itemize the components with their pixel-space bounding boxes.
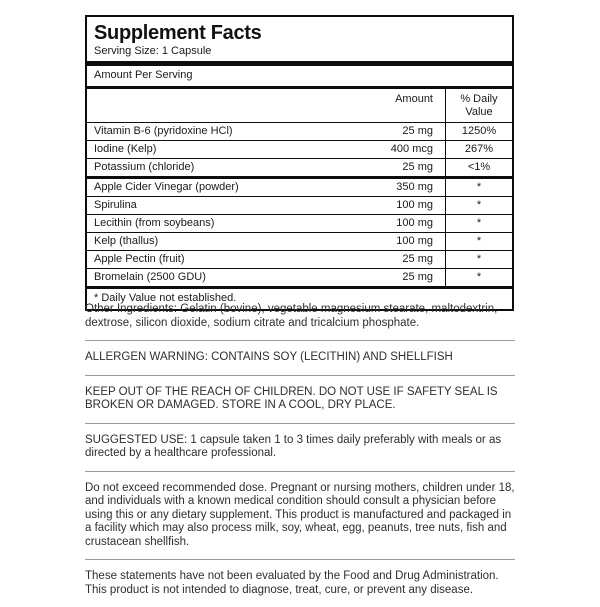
column-header-row [87,89,512,123]
column-header-amount: Amount [395,93,433,105]
keep-out-of-reach-text: KEEP OUT OF THE REACH OF CHILDREN. DO NOT USE IF SAFETY SEAL IS BROKEN OR DAMAGED. STORE IN A COOL, DRY PLACE. [85,385,498,411]
info-block [85,293,515,607]
column-header-daily-value: % Daily Value [445,89,512,122]
panel-title: Supplement Facts [94,22,262,44]
ingredient-amount: 25 mg [402,125,433,137]
ingredient-daily-value: 267% [445,141,512,158]
daily-value-footnote: * Daily Value not established. [87,287,512,309]
ingredient-name: Iodine (Kelp) [94,143,157,155]
ingredient-daily-value: * [445,251,512,268]
ingredient-amount: 100 mg [396,199,433,211]
table-row [87,141,512,159]
ingredient-amount: 100 mg [396,235,433,247]
ingredient-daily-value: <1% [445,159,512,176]
ingredient-amount: 25 mg [402,253,433,265]
ingredient-name: Bromelain (2500 GDU) [94,271,206,283]
ingredient-amount: 25 mg [402,271,433,283]
suggested-use-text: SUGGESTED USE: 1 capsule taken 1 to 3 times daily preferably with meals or as directed by a healthcare professional. [85,433,502,459]
ingredient-amount: 100 mg [396,217,433,229]
ingredient-amount: 25 mg [402,161,433,173]
other-ingredients-text: Other Ingredients: Gelatin (bovine), vegetable magnesium stearate, maltodextrin, dextrose, silicon dioxide, sodium citrate and tricalcium phosphate. [85,303,498,329]
table-row [87,233,512,251]
ingredient-name: Apple Pectin (fruit) [94,253,185,265]
ingredient-daily-value: * [445,197,512,214]
column-header-spacer [87,89,337,122]
ingredient-daily-value: * [445,269,512,286]
table-row [87,123,512,141]
ingredient-name: Kelp (thallus) [94,235,159,247]
serving-size: Serving Size: 1 Capsule [94,45,212,57]
table-row [87,215,512,233]
ingredient-amount: 350 mg [396,181,433,193]
supplement-facts-panel [85,15,514,311]
ingredient-name: Spirulina [94,199,137,211]
table-row [87,197,512,215]
ingredient-name: Potassium (chloride) [94,161,195,173]
ingredient-name: Apple Cider Vinegar (powder) [94,181,239,193]
amount-per-serving-label: Amount Per Serving [87,66,512,89]
ingredient-daily-value: * [445,179,512,196]
ingredient-daily-value: * [445,215,512,232]
table-row [87,159,512,177]
caution-text: Do not exceed recommended dose. Pregnant or nursing mothers, children under 18, and individuals with a known medical condition should consult a physician before using this or any dietary supplement. This product is manufactured and packaged in a facility which may also process milk, soy, wheat, egg, peanuts, tree nuts, fish and crustacean shellfish. [85,481,515,548]
ingredient-daily-value: * [445,233,512,250]
ingredient-name: Vitamin B-6 (pyridoxine HCl) [94,125,233,137]
table-row [87,269,512,287]
fda-disclaimer-text: These statements have not been evaluated by the Food and Drug Administration. This product is not intended to diagnose, treat, cure, or prevent any disease. [85,570,499,596]
table-row [87,251,512,269]
panel-header [87,17,512,66]
allergen-warning-text: ALLERGEN WARNING: CONTAINS SOY (LECITHIN) AND SHELLFISH [85,351,453,363]
ingredient-daily-value: 1250% [445,123,512,140]
table-row [87,177,512,197]
ingredient-amount: 400 mcg [390,143,433,155]
ingredient-name: Lecithin (from soybeans) [94,217,215,229]
